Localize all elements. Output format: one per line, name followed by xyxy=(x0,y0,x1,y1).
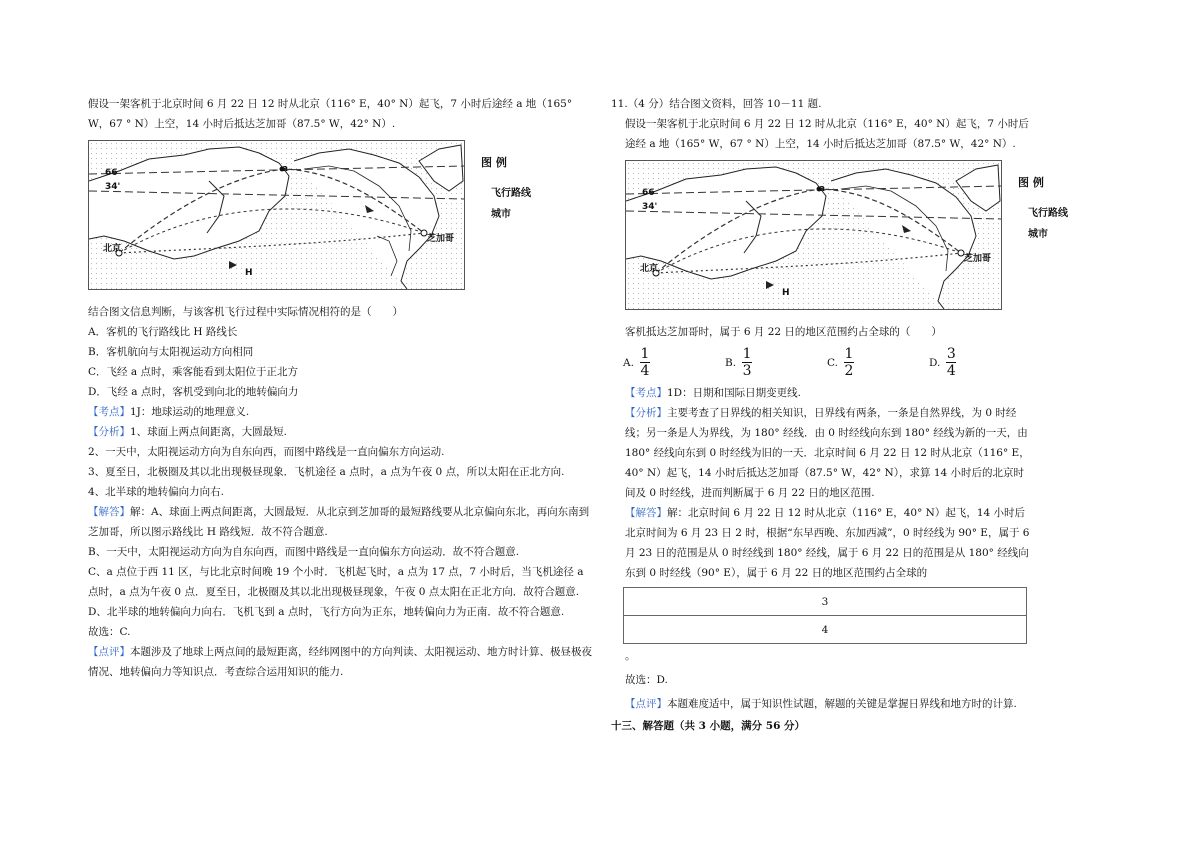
r-fenxi-line xyxy=(611,403,1031,503)
choice-c-num: 1 xyxy=(844,346,854,362)
choice-b-label: B. xyxy=(725,356,737,369)
flight-route-map xyxy=(88,140,531,290)
right-column xyxy=(611,94,1068,736)
r-answer-line: 故选：D. xyxy=(625,674,668,686)
route-h-label: H xyxy=(245,268,253,278)
jieda-tag: 【解答】 xyxy=(88,506,130,518)
beijing-label: 北京 xyxy=(103,244,122,254)
option-c: C．飞经 a 点时，乘客能看到太阳位于正北方 xyxy=(88,366,298,378)
r-dianping-line xyxy=(611,694,1031,714)
r-fenxi-text: 主要考查了日界线的相关知识，日界线有两条，一条是自然界线，为 0 时经线；另一条是人为界线，为 180° 经线．由 0 时经线向东到 180° 经线为新的一天，由 180° 经线向东到 0 时经线为旧的一天．北京时间 6 月 22 日 12 时从北京（116° E，40° N）起飞，14 小时后抵达芝加哥（87.5° W，42° N），求算 14 小时后的北京时间及 0 时经线，进而判断属于 6 月 22 日的地区范围. xyxy=(625,407,1030,499)
q11-choices xyxy=(623,346,1031,379)
fraction-table-den: 4 xyxy=(624,616,1027,644)
map-drawing-2 xyxy=(626,161,1001,309)
kaodian-line xyxy=(88,402,593,422)
fenxi-line xyxy=(88,422,593,442)
choice-b-den: 3 xyxy=(742,363,752,379)
choice-a xyxy=(623,346,725,379)
q11-stem: 客机抵达芝加哥时，属于 6 月 22 日的地区范围约占全球的（ ） xyxy=(625,326,942,338)
choice-c xyxy=(827,346,929,379)
jieda-line-c: C、a 点位于西 11 区，与比北京时间晚 19 个小时．飞机起飞时，a 点为 17 点，7 小时后，当飞机途径 a 点时，a 点为午夜 0 点．夏至日，北极圈及其以北出现极昼现象，午夜 0 点太阳在正北方向．故符合题意. xyxy=(88,566,584,598)
option-b: B．客机航向与太阳视运动方向相同 xyxy=(88,346,254,358)
choice-a-num: 1 xyxy=(640,346,650,362)
r-kaodian-tag: 【考点】 xyxy=(625,387,667,399)
jieda-line-d: D、北半球的地转偏向力向右．飞机飞到 a 点时，飞行方向为正东，地转偏向力为正南．故不符合题意. xyxy=(88,606,565,618)
question-stem: 结合图文信息判断，与该客机飞行过程中实际情况相符的是（ ） xyxy=(88,306,403,318)
choice-d-label: D. xyxy=(929,356,941,369)
kaodian-tag: 【考点】 xyxy=(88,406,130,418)
dianping-tag: 【点评】 xyxy=(88,646,130,658)
left-column xyxy=(88,94,593,682)
r-period: 。 xyxy=(625,650,636,662)
dianping-line xyxy=(88,642,593,682)
legend-city-2: 城市 xyxy=(1028,229,1048,240)
choice-c-den: 2 xyxy=(844,363,854,379)
lat-34-label-2: 34' xyxy=(642,202,658,212)
q11-heading: 11.（4 分）结合图文资料，回答 10－11 题. xyxy=(611,98,822,110)
fenxi-text: 1、球面上两点间距离，大圆最短. xyxy=(130,426,288,438)
r-dianping-tag: 【点评】 xyxy=(625,698,667,710)
r-fenxi-tag: 【分析】 xyxy=(625,407,667,419)
choice-b xyxy=(725,346,827,379)
legend-title: 图 例 xyxy=(481,156,507,169)
choice-d-num: 3 xyxy=(946,346,956,362)
legend-title-2: 图 例 xyxy=(1018,176,1044,189)
fraction-table xyxy=(623,587,1027,644)
kaodian-text: 1J：地球运动的地理意义. xyxy=(130,406,250,418)
r-kaodian-line xyxy=(611,383,1031,403)
legend-route: 飞行路线 xyxy=(491,188,531,199)
point-a-label-2: a xyxy=(819,184,826,194)
map-drawing xyxy=(89,141,464,289)
q11-intro: 假设一架客机于北京时间 6 月 22 日 12 时从北京（116° E，40° N）起飞，7 小时后途经 a 地（165° W，67 ° N）上空，14 小时后抵达芝加哥（87.5° W，42° N）. xyxy=(625,118,1029,150)
question-intro: 假设一架客机于北京时间 6 月 22 日 12 时从北京（116° E，40° N）起飞，7 小时后途经 a 地（165° W，67 ° N）上空，14 小时后抵达芝加哥（87.5° W，42° N）. xyxy=(88,98,573,130)
r-kaodian-text: 1D：日期和国际日期变更线. xyxy=(667,387,801,399)
choice-b-fraction xyxy=(742,346,752,379)
point-a-label: a xyxy=(282,164,289,174)
r-dianping-text: 本题难度适中，属于知识性试题，解题的关键是掌握日界线和地方时的计算. xyxy=(667,698,1017,710)
dianping-text: 本题涉及了地球上两点间的最短距离，经纬网图中的方向判读、太阳视运动、地方时计算、极昼极夜情况、地转偏向力等知识点．考查综合运用知识的能力. xyxy=(88,646,592,678)
fenxi-tag: 【分析】 xyxy=(88,426,130,438)
choice-d-fraction xyxy=(946,346,956,379)
choice-c-label: C. xyxy=(827,356,838,369)
fenxi-line-4: 4、北半球的地转偏向力向右. xyxy=(88,486,225,498)
jieda-line-b: B、一天中，太阳视运动方向为自东向西，而图中路线是一直向偏东方向运动．故不符合题意. xyxy=(88,546,520,558)
section-heading: 十三、解答题（共 3 小题，满分 56 分） xyxy=(611,720,806,732)
choice-d xyxy=(929,346,1031,379)
fenxi-line-2: 2、一天中，太阳视运动方向为自东向西，而图中路线是一直向偏东方向运动. xyxy=(88,446,445,458)
chicago-label-2: 芝加哥 xyxy=(964,254,992,264)
choice-a-label: A. xyxy=(623,356,634,369)
r-jieda-tag: 【解答】 xyxy=(625,507,667,519)
choice-c-fraction xyxy=(844,346,854,379)
route-h-label-2: H xyxy=(782,288,790,298)
legend-route-2: 飞行路线 xyxy=(1028,208,1068,219)
choice-d-den: 4 xyxy=(946,363,956,379)
fenxi-line-3: 3、夏至日，北极圈及其以北出现极昼现象．飞机途径 a 点时，a 点为午夜 0 点，所以太阳在正北方向. xyxy=(88,466,565,478)
legend-city: 城市 xyxy=(491,209,511,220)
chicago-label: 芝加哥 xyxy=(427,234,455,244)
lat-66-label-2: 66 xyxy=(642,188,655,198)
r-jieda-line xyxy=(611,503,1031,583)
answer-line: 故选：C. xyxy=(88,626,131,638)
lat-34-label: 34' xyxy=(105,182,121,192)
fraction-table-num: 3 xyxy=(624,588,1027,616)
choice-a-den: 4 xyxy=(640,363,650,379)
jieda-text: 解：A、球面上两点间距离，大圆最短．从北京到芝加哥的最短路线要从北京偏向东北，再向东南到芝加哥，所以图示路线比 H 路线短．故不符合题意. xyxy=(88,506,590,538)
r-jieda-text: 解：北京时间 6 月 22 日 12 时从北京（116° E，40° N）起飞，14 小时后北京时间为 6 月 23 日 2 时，根据“东早西晚、东加西减”，0 时经线为 90° E，属于 6 月 23 日的范围是从 0 时经线到 180° 经线，属于 6 月 22 日的范围是从 180° 经线向东到 0 时经线（90° E），属于 6 月 22 日的地区范围约占全球的 xyxy=(625,507,1030,579)
lat-66-label: 66 xyxy=(105,168,118,178)
option-d: D．飞经 a 点时，客机受到向北的地转偏向力 xyxy=(88,386,299,398)
option-a: A．客机的飞行路线比 H 路线长 xyxy=(88,326,238,338)
jieda-line xyxy=(88,502,593,542)
flight-route-map-2 xyxy=(625,160,1068,310)
choice-b-num: 1 xyxy=(742,346,752,362)
choice-a-fraction xyxy=(640,346,650,379)
beijing-label-2: 北京 xyxy=(640,264,659,274)
